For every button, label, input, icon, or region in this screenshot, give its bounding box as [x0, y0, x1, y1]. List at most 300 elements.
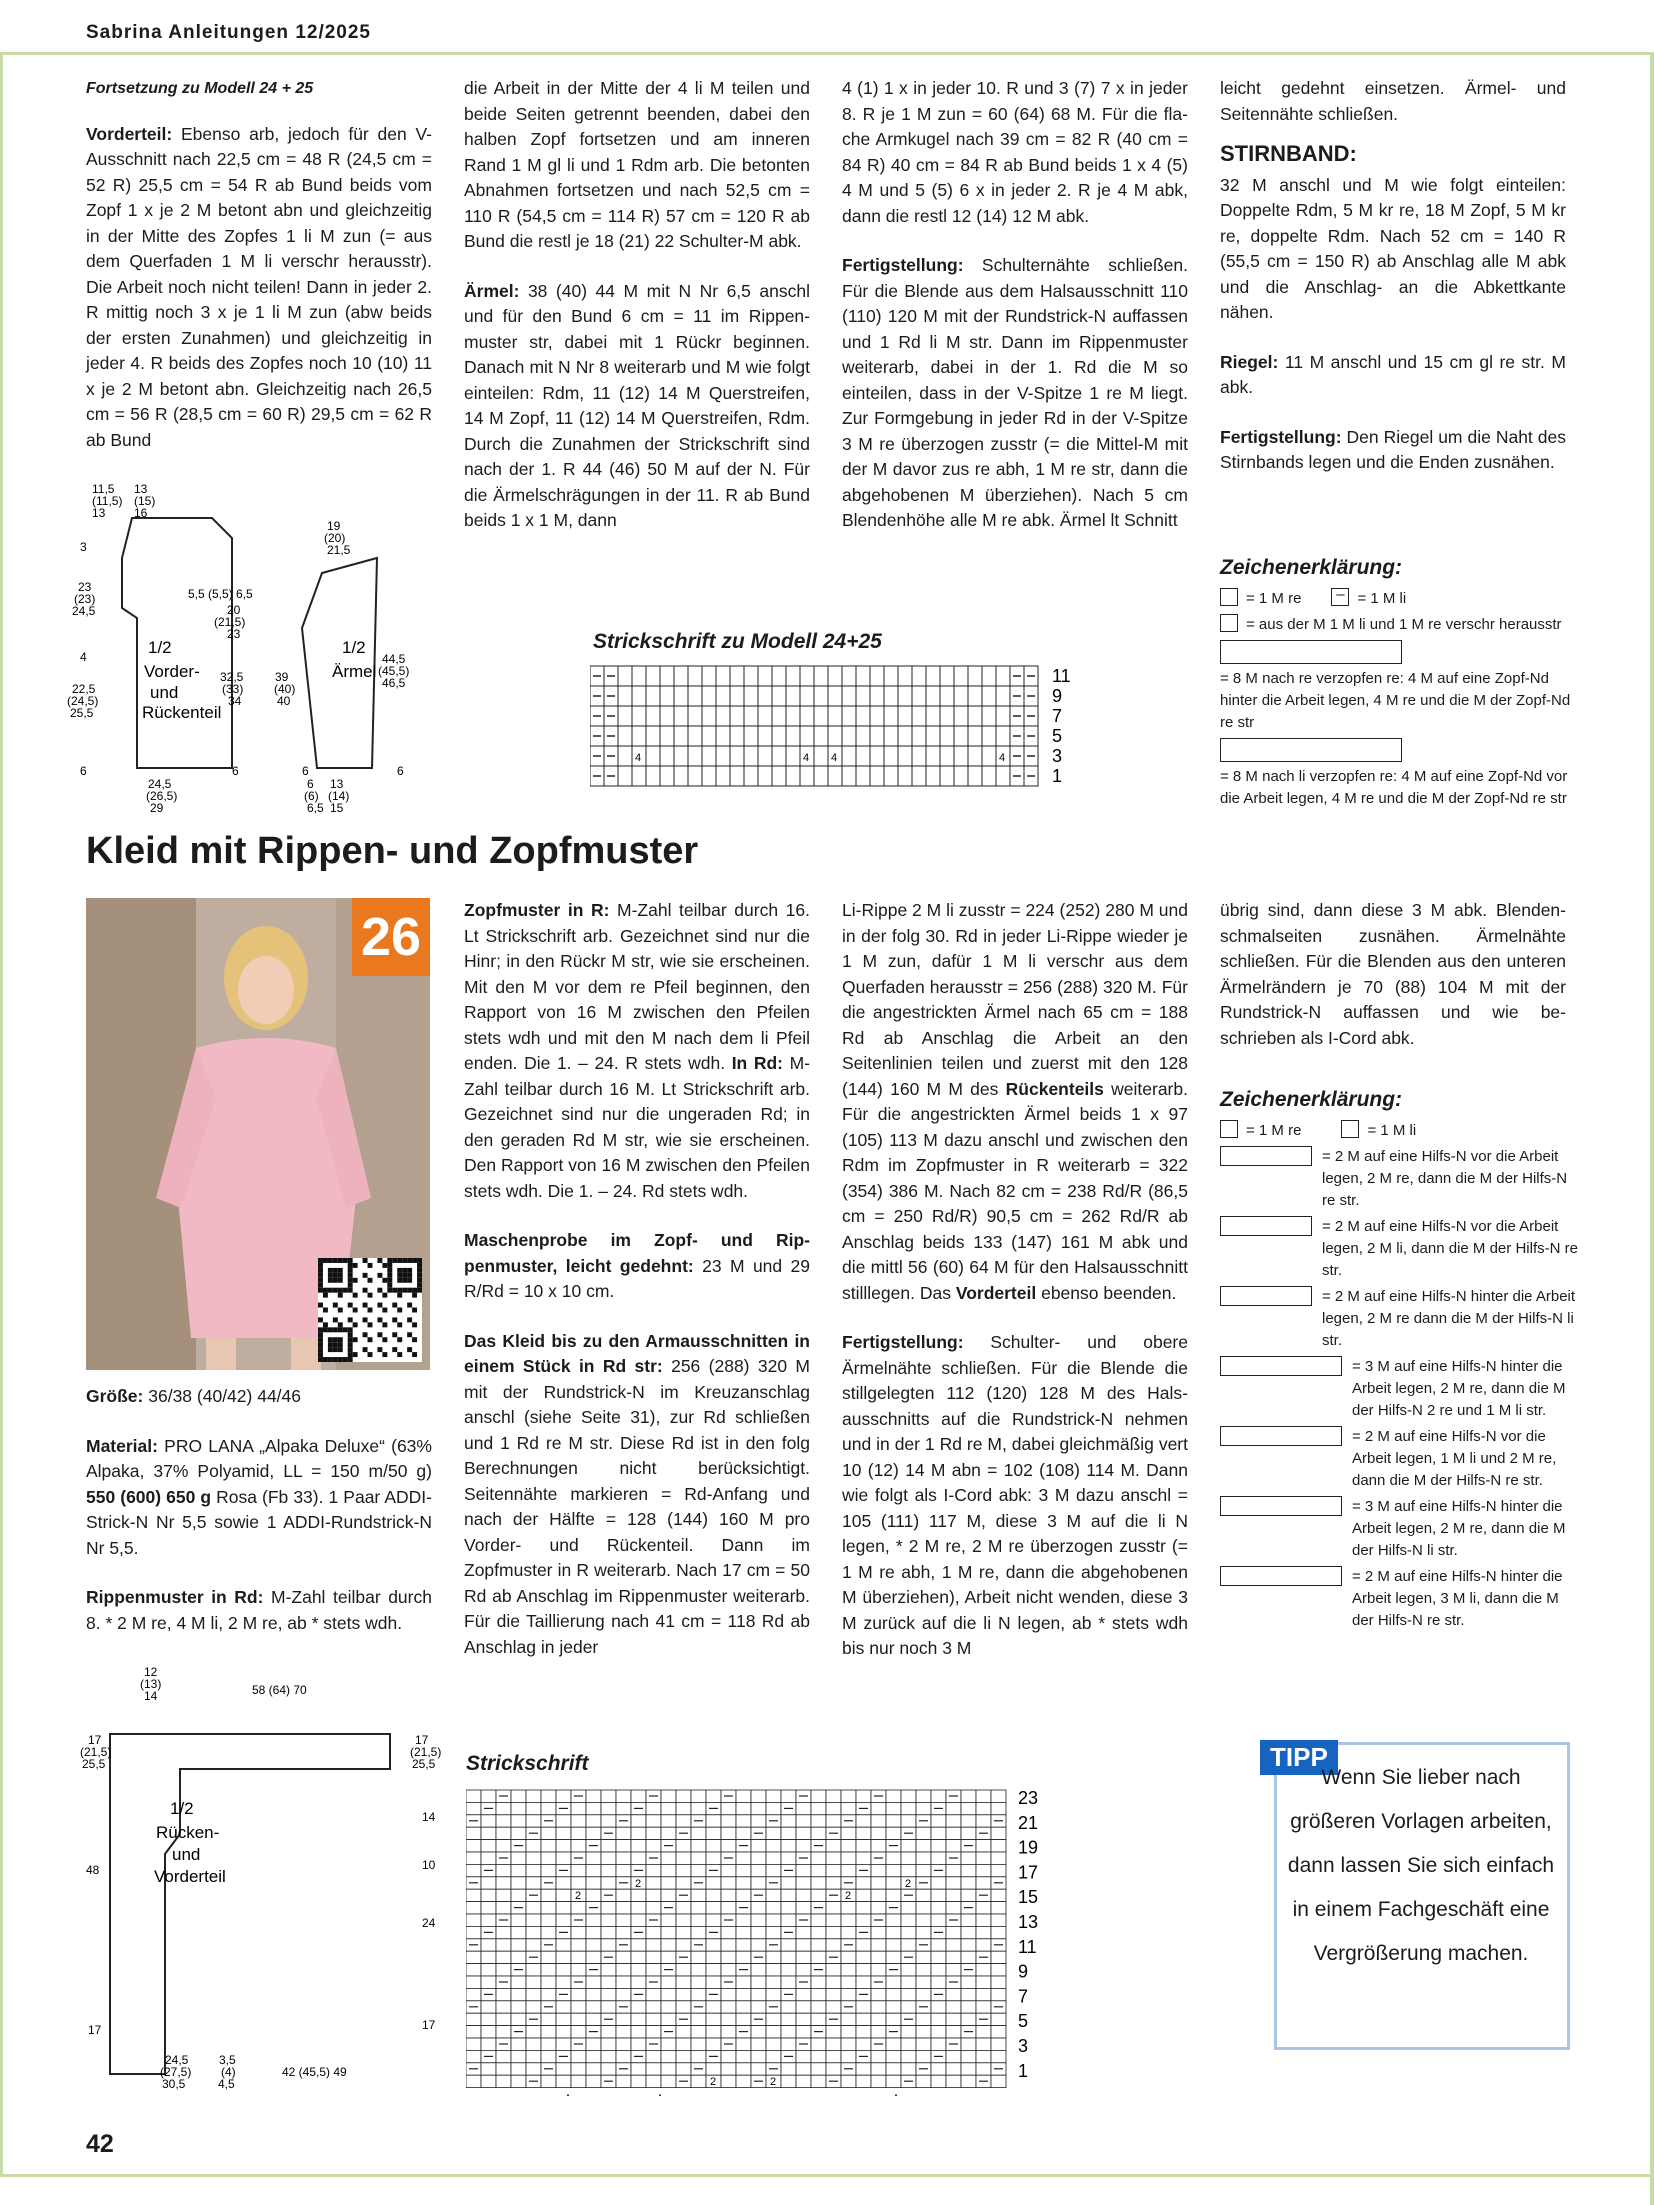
- chart2-cell: [991, 2075, 1006, 2087]
- chart2-cell: [841, 2026, 856, 2038]
- qr-module: [363, 1303, 368, 1308]
- chart2-cell: [976, 2050, 991, 2062]
- chart2-cell: [886, 2050, 901, 2062]
- chart2-cell: [691, 1914, 706, 1926]
- chart2-cell: [481, 1790, 496, 1802]
- chart2-cell: [616, 1889, 631, 1901]
- column-4-bottom: [1220, 898, 1566, 1067]
- chart2-cell: [841, 1976, 856, 1988]
- chart2-cell: [496, 2001, 511, 2013]
- column-3-bottom: [842, 898, 1188, 1686]
- qr-module: [338, 1278, 343, 1283]
- qr-module: [407, 1332, 412, 1337]
- qr-module: [338, 1268, 343, 1273]
- chart2-cell: [781, 1914, 796, 1926]
- chart2-cell: [706, 1852, 721, 1864]
- chart2-cell: [601, 1840, 616, 1852]
- schematic1-label: 39: [275, 670, 289, 684]
- riegel-label: Riegel:: [1220, 351, 1279, 372]
- rippen-text: M-Zahl teilbar durch 8. * 2 M re, 4 M li, 2 M re, ab * stets wdh.: [86, 1587, 432, 1633]
- qr-module: [333, 1258, 338, 1263]
- chart2-cell: [841, 1840, 856, 1852]
- chart2-cell: [916, 1926, 931, 1938]
- chart2-cell: [616, 1976, 631, 1988]
- chart2-cell: [661, 1815, 676, 1827]
- chart2-cell: [766, 1988, 781, 2000]
- vorderteil-bold: Vorderteil: [955, 1282, 1037, 1303]
- chart1-cell: [744, 686, 758, 706]
- chart2-cell: [721, 2075, 736, 2087]
- chart1-cell: [842, 726, 856, 746]
- chart1-cell: [982, 726, 996, 746]
- chart2-cell: [676, 2050, 691, 2062]
- chart2-cell: [586, 2001, 601, 2013]
- chart2-cell: [991, 1889, 1006, 1901]
- chart2-cell: [541, 1964, 556, 1976]
- chart2-cell: [976, 1902, 991, 1914]
- chart2-cell: [751, 2026, 766, 2038]
- chart2-cell: [586, 2063, 601, 2075]
- chart1-cell: [772, 686, 786, 706]
- chart1-cell: [744, 746, 758, 766]
- rippen-label: Rippenmuster in Rd:: [86, 1587, 264, 1607]
- chart2-cell: [751, 1914, 766, 1926]
- zopf-label: Zopfmuster in R:: [464, 900, 610, 920]
- chart2-cell: [811, 2075, 826, 2087]
- qr-module: [318, 1357, 323, 1362]
- chart2-cell: [511, 2001, 526, 2013]
- chart2-cell: [556, 1852, 571, 1864]
- chart2-cell: [661, 2038, 676, 2050]
- schematic1-label: 1/2: [148, 638, 172, 657]
- chart2-cell: [796, 2050, 811, 2062]
- schematic2-label: 58 (64) 70: [252, 1683, 307, 1697]
- chart2-cell: [886, 1864, 901, 1876]
- qr-module: [377, 1258, 382, 1263]
- qr-module: [318, 1268, 323, 1273]
- chart2-cell: [526, 1802, 541, 1814]
- qr-module: [377, 1303, 382, 1308]
- chart2-cell: [736, 1889, 751, 1901]
- chart1-cell: [688, 766, 702, 786]
- chart2-cell: [751, 1790, 766, 1802]
- chart2-cell: [826, 1852, 841, 1864]
- chart1-cell: [772, 706, 786, 726]
- stirnband-text: 32 M anschl und M wie folgt einteilen: Doppelte Rdm, 5 M kr re, 18 M Zopf, 5 M kr re, doppelte Rdm. Nach 52 cm = 140 R (55,5 cm = 150 R) ab Anschlag alle M abk und die Anschlag- an die Abkettkante nähen.: [1220, 174, 1566, 322]
- qr-module: [402, 1273, 407, 1278]
- chart1-cell: [800, 766, 814, 786]
- chart1-cell: [660, 766, 674, 786]
- chart2-cell: [796, 2063, 811, 2075]
- qr-module: [328, 1278, 333, 1283]
- chart1-cell: [968, 686, 982, 706]
- qr-module: [333, 1317, 338, 1322]
- chart1-cell: [632, 706, 646, 726]
- chart2-cell: [541, 1827, 556, 1839]
- chart1-cell: [814, 766, 828, 786]
- chart2-cell: [946, 1939, 961, 1951]
- qr-module: [392, 1347, 397, 1352]
- chart2-cell: [541, 1951, 556, 1963]
- chart2-cell: [841, 2075, 856, 2087]
- chart2-cell: [721, 1951, 736, 1963]
- chart2-cell: [856, 2063, 871, 2075]
- chart2-cell: [571, 2001, 586, 2013]
- schematic1-label: Rückenteil: [142, 703, 222, 722]
- chart1-cell: [730, 726, 744, 746]
- chart2-cell: [466, 1926, 481, 1938]
- chart1-cell: [912, 686, 926, 706]
- chart2-cell: [976, 2026, 991, 2038]
- qr-module: [333, 1278, 338, 1283]
- page-header: Sabrina Anleitungen 12/2025: [86, 22, 371, 43]
- chart2-cell: [631, 1964, 646, 1976]
- material-text-2: Rosa (Fb 33). 1 Paar ADDI-Strick-N Nr 5,5 sowie 1 ADDI-Rundstrick-N Nr 5,5.: [86, 1486, 432, 1558]
- chart2-cell: [661, 1988, 676, 2000]
- qr-module: [363, 1288, 368, 1293]
- schematic2-label: 42 (45,5) 49: [282, 2065, 347, 2079]
- chart2-title: Strickschrift: [466, 1752, 589, 1775]
- cable-symbol-icon: [1220, 1496, 1342, 1516]
- chart1-cell: [646, 666, 660, 686]
- schematic1-label: 19: [327, 519, 341, 533]
- chart2-cell: [481, 2063, 496, 2075]
- qr-module: [318, 1352, 323, 1357]
- schematic2-label: 17: [88, 2023, 102, 2037]
- chart2-cell: [541, 2050, 556, 2062]
- chart2-cell: [721, 1802, 736, 1814]
- schematic1-label: (23): [74, 592, 96, 606]
- chart1-cell: [618, 706, 632, 726]
- chart1-cell: [996, 686, 1010, 706]
- qr-module: [333, 1268, 338, 1273]
- chart2-cell: [571, 1827, 586, 1839]
- chart1-cell: [884, 746, 898, 766]
- chart2-cell: [526, 1902, 541, 1914]
- chart2-cell: [781, 1939, 796, 1951]
- qr-module: [392, 1288, 397, 1293]
- chart1-cell: [660, 686, 674, 706]
- chart2-cell: [571, 2063, 586, 2075]
- chart1-cell: [758, 746, 772, 766]
- qr-module: [338, 1327, 343, 1332]
- chart2-cell: [706, 1914, 721, 1926]
- chart1-cell: [772, 766, 786, 786]
- chart2-cell: [511, 1802, 526, 1814]
- chart2-cell: [691, 1889, 706, 1901]
- chart2-cell: [751, 1964, 766, 1976]
- chart2-cell: [946, 1827, 961, 1839]
- qr-module: [343, 1357, 348, 1362]
- chart2-cell: [691, 1964, 706, 1976]
- chart2-row-label: 9: [1018, 1961, 1029, 1982]
- qr-module: [328, 1273, 333, 1278]
- qr-module: [328, 1342, 333, 1347]
- chart2-cell: [931, 1815, 946, 1827]
- chart2-cell: [946, 2075, 961, 2087]
- groesse-text: 36/38 (40/42) 44/46: [148, 1386, 302, 1406]
- qr-module: [333, 1273, 338, 1278]
- chart2-cell: [871, 1926, 886, 1938]
- qr-module: [353, 1322, 358, 1327]
- chart2-cell: [661, 1976, 676, 1988]
- chart2-cell: [871, 2063, 886, 2075]
- chart2-cell: [976, 2038, 991, 2050]
- chart1-cell: [786, 666, 800, 686]
- qr-module: [368, 1263, 373, 1268]
- chart2-cell: [646, 1939, 661, 1951]
- qr-module: [333, 1288, 338, 1293]
- qr-module: [363, 1332, 368, 1337]
- qr-module: [417, 1258, 422, 1263]
- chart2-cell: [556, 1914, 571, 1926]
- qr-module: [382, 1308, 387, 1313]
- chart2-cell: [796, 2026, 811, 2038]
- legend-b-text-5: = 2 M auf eine Hilfs-N hinter die Arbeit legen, 2 M re dann die M der Hilfs-N li str.: [1322, 1288, 1576, 1349]
- chart2-cell: [961, 1802, 976, 1814]
- chart2-cell: [571, 2026, 586, 2038]
- chart2-cell: [826, 1988, 841, 2000]
- chart2-cell: [721, 2013, 736, 2025]
- chart2-cell: [721, 1926, 736, 1938]
- chart2-cell: [586, 2038, 601, 2050]
- qr-module: [338, 1273, 343, 1278]
- chart2-cell: [916, 1852, 931, 1864]
- chart2-cell: [781, 1889, 796, 1901]
- chart1-cell: [702, 766, 716, 786]
- qr-module: [353, 1293, 358, 1298]
- chart2-cell: [991, 1914, 1006, 1926]
- chart2-cell: [496, 1864, 511, 1876]
- chart2-cell: [706, 2026, 721, 2038]
- chart2-cell: [646, 1840, 661, 1852]
- chart1-cell: [786, 706, 800, 726]
- chart2-cell: [901, 2050, 916, 2062]
- schematic1-label: und: [150, 683, 179, 702]
- schematic1-label: (15): [134, 494, 156, 508]
- chart2-cell: [601, 2026, 616, 2038]
- chart1-cell: [856, 706, 870, 726]
- schematic2-label: und: [172, 1845, 201, 1864]
- chart2-cell: [691, 1988, 706, 2000]
- qr-module: [323, 1293, 328, 1298]
- qr-module: [343, 1327, 348, 1332]
- chart2-cell: [886, 1852, 901, 1864]
- chart2-cell: [751, 1902, 766, 1914]
- chart2-cell: [931, 1939, 946, 1951]
- chart2-row-label: 11: [1018, 1936, 1037, 1957]
- chart1-cell: [954, 726, 968, 746]
- chart2-cell: [886, 1976, 901, 1988]
- chart2-cell: [556, 2063, 571, 2075]
- chart2-cell: [571, 1926, 586, 1938]
- chart2-cell: [541, 1790, 556, 1802]
- chart2-cell: [826, 2050, 841, 2062]
- chart2-cell: [991, 1827, 1006, 1839]
- column-4-top: [1220, 76, 1566, 500]
- page-number: 42: [86, 2130, 114, 2158]
- chart2-cell: [856, 1815, 871, 1827]
- legend-top-row: [1220, 766, 1582, 810]
- chart1-cell: [646, 726, 660, 746]
- chart2-cell: [706, 2063, 721, 2075]
- chart2-cell: [586, 1877, 601, 1889]
- chart2-cell: [991, 1951, 1006, 1963]
- chart1-cell: [968, 746, 982, 766]
- chart2-mark: 2: [845, 1890, 852, 1903]
- schematic1-label: 15: [330, 801, 344, 815]
- chart2-cell: [856, 1914, 871, 1926]
- chart1-cell: [828, 666, 842, 686]
- knit-symbol-icon: [1220, 588, 1238, 606]
- purl-symbol-icon: [1341, 1120, 1359, 1138]
- chart2-cell: [691, 1926, 706, 1938]
- chart2-cell: [496, 2063, 511, 2075]
- col3-fert-text: Schulternähte schließen. Für die Blende aus dem Halsausschnitt 110 (110) 120 M mit der Rundstrick-N auffassen und 1 Rd li M str. Dann im Rippenmuster weiterarb, dabei in der 1. Rd die M so einteilen, dass in der V-Spitze 1 re M liegt. Zur Formgebung in jeder Rd in der V-Spitze 3 M re überzogen zusstr (= die Mittel-M mit der M davor zus re abh, 1 M re str, dann die abgehobenen M überziehen). Nach 5 cm Blendenhöhe alle M re abk. Ärmel lt Schnitt: [842, 255, 1188, 530]
- chart1-cell: [898, 746, 912, 766]
- qr-module: [348, 1283, 353, 1288]
- chart2-cell: [646, 1951, 661, 1963]
- chart2-arrow-head: [892, 2094, 900, 2096]
- chart2-cell: [826, 2063, 841, 2075]
- schematic1-label: (40): [274, 682, 296, 696]
- cable-symbol-icon: [1220, 1216, 1312, 1236]
- schematic2-label: (27,5): [160, 2065, 192, 2079]
- chart1-cell: [884, 686, 898, 706]
- schematic1-label: 6,5: [307, 801, 324, 815]
- chart2-cell: [961, 2063, 976, 2075]
- chart2-cell: [556, 1815, 571, 1827]
- chart2-cell: [961, 1790, 976, 1802]
- chart2-cell: [481, 1939, 496, 1951]
- chart2-cell: [511, 1926, 526, 1938]
- chart2-cell: [496, 1815, 511, 1827]
- legend-top-row: [1220, 588, 1582, 610]
- chart2-cell: [511, 1790, 526, 1802]
- qr-module: [318, 1278, 323, 1283]
- chart1-cell: [702, 726, 716, 746]
- qr-module: [338, 1342, 343, 1347]
- chart1-cell: [800, 706, 814, 726]
- chart2-cell: [976, 1802, 991, 1814]
- col2-text: die Arbeit in der Mitte der 4 li M teilen und beide Seiten getrennt beenden, dabei den halben Zopf fortsetzen und am inneren Rand 1 M gl li und 1 Rdm arb. Die betonten Abnahmen fortsetzen und nach 52,5 cm = 110 R (54,5 cm = 114 R) 57 cm = 120 R ab Bund die restl je 18 (21) 22 Schulter-M abk.: [464, 78, 810, 251]
- chart2-cell: [886, 2038, 901, 2050]
- chart2-cell: [616, 2075, 631, 2087]
- chart1-cell: [730, 706, 744, 726]
- chart2-cell: [946, 2013, 961, 2025]
- front-back-outline: [122, 518, 232, 768]
- chart2-cell: [706, 2038, 721, 2050]
- chart2-cell: [691, 2038, 706, 2050]
- chart2-cell: [871, 1827, 886, 1839]
- chart2-cell: [481, 1840, 496, 1852]
- chart2-cell: [886, 2063, 901, 2075]
- qr-module: [338, 1337, 343, 1342]
- chart2-cell: [466, 1852, 481, 1864]
- qr-module: [353, 1278, 358, 1283]
- chart1-cell: [926, 686, 940, 706]
- chart2-cell: [961, 2075, 976, 2087]
- chart2-cell: [631, 1976, 646, 1988]
- chart2-cell: [601, 1976, 616, 1988]
- chart2-cell: [721, 2026, 736, 2038]
- chart2-cell: [976, 1877, 991, 1889]
- chart2-cell: [931, 2001, 946, 2013]
- schematic2-label: (4): [221, 2065, 236, 2079]
- chart2-cell: [901, 1988, 916, 2000]
- chart2-cell: [826, 2026, 841, 2038]
- qr-module: [392, 1332, 397, 1337]
- chart2-cell: [976, 2063, 991, 2075]
- qr-module: [338, 1308, 343, 1313]
- chart1-cell: [968, 666, 982, 686]
- chart2-cell: [856, 1976, 871, 1988]
- chart2-cell: [721, 1840, 736, 1852]
- chart2-cell: [901, 1976, 916, 1988]
- qr-module: [328, 1347, 333, 1352]
- chart2-cell: [526, 1976, 541, 1988]
- chart2-cell: [601, 1988, 616, 2000]
- material-text: PRO LANA „Alpaka Deluxe“ (63% Alpaka, 37% Polyamid, LL = 150 m/50 g): [86, 1435, 432, 1481]
- chart2-cell: [781, 1840, 796, 1852]
- qr-module: [348, 1317, 353, 1322]
- chart2-arrow-head: [656, 2094, 664, 2096]
- col3-fert-label: Fertigstellung:: [842, 255, 964, 275]
- chart2-cell: [916, 2075, 931, 2087]
- chart2-cell: [631, 2001, 646, 2013]
- armaus-text: 256 (288) 320 M mit der Rundstrick-N im Kreuzanschlag anschl (siehe Seite 31), zur Rd schließen und 1 Rd re M str. Diese Rd ist in den folg Berechnungen nicht berücksichtigt. Seitennähte markieren = Rd-Anfang und nach der Hälfte = 128 (144) 160 M pro Vorder- und Rückenteil. Dann im Zopfmuster in R weiterarb. Nach 17 cm = 50 Rd ab Anschlag im Rippenmuster weiterarb. Für die Taillierung nach 41 cm = 118 Rd ab Anschlag in jeder: [464, 1356, 810, 1657]
- chart2-cell: [496, 1902, 511, 1914]
- chart2-cell: [541, 1914, 556, 1926]
- qr-module: [402, 1268, 407, 1273]
- chart2-cell: [661, 1802, 676, 1814]
- chart1-cell: [912, 746, 926, 766]
- legend-top-text-4: = 8 M nach re verzopfen re: 4 M auf eine Zopf-Nd hinter die Arbeit legen, 4 M re und die M der Zopf-Nd re str: [1220, 670, 1571, 731]
- chart2-cell: [661, 1790, 676, 1802]
- chart2-cell: [961, 1939, 976, 1951]
- chart2-cell: [946, 1902, 961, 1914]
- chart2-cell: [781, 1951, 796, 1963]
- chart1-cell: [954, 706, 968, 726]
- chart2-cell: [616, 1864, 631, 1876]
- legend-bottom-row: [1220, 1566, 1582, 1632]
- chart2-cell: [526, 1964, 541, 1976]
- chart1-cell: [660, 746, 674, 766]
- chart1-cell: [996, 666, 1010, 686]
- qr-module: [397, 1278, 402, 1283]
- chart2-cell: [706, 1964, 721, 1976]
- chart1-cell: [618, 766, 632, 786]
- chart2-cell: [991, 1976, 1006, 1988]
- chart2-cell: [586, 1852, 601, 1864]
- chart2-cell: [736, 1864, 751, 1876]
- chart2-cell: [976, 1939, 991, 1951]
- qr-module: [382, 1322, 387, 1327]
- chart2-cell: [961, 2050, 976, 2062]
- chart1-cell: [758, 706, 772, 726]
- chart2-cell: [676, 1815, 691, 1827]
- schematic1-label: 6: [232, 764, 239, 778]
- chart2-cell: [901, 2063, 916, 2075]
- qr-module: [397, 1337, 402, 1342]
- chart2-cell: [751, 1988, 766, 2000]
- chart2-cell: [646, 2075, 661, 2087]
- chart2-cell: [856, 1840, 871, 1852]
- chart2-cell: [811, 1802, 826, 1814]
- schematic1-label: 5,5 (5,5) 6,5: [188, 587, 253, 601]
- chart2-cell: [916, 1988, 931, 2000]
- chart2-cell: [781, 1902, 796, 1914]
